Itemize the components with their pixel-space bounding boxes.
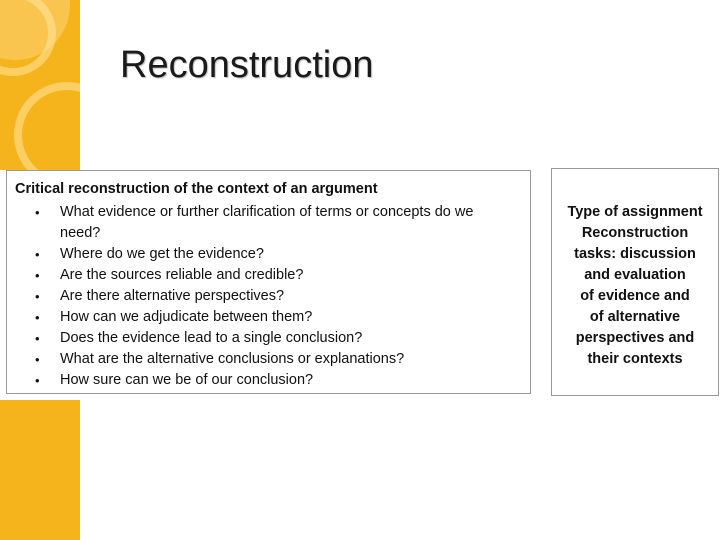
decorative-orange-bar-bottom [0, 400, 80, 540]
box-heading: Critical reconstruction of the context of an argument [15, 181, 378, 197]
bullet-icon: • [35, 373, 40, 388]
question-list [7, 202, 500, 391]
decorative-ring [14, 82, 80, 170]
list-item: • How can we adjudicate between them? [7, 307, 500, 328]
assignment-type-box [551, 168, 719, 396]
bullet-icon: • [35, 331, 40, 346]
decorative-orange-bar-top [0, 0, 80, 170]
bullet-icon: • [35, 352, 40, 367]
list-item: • Are the sources reliable and credible? [7, 265, 500, 286]
bullet-icon: • [35, 310, 40, 325]
bullet-icon: • [35, 205, 40, 220]
list-item: • How sure can we be of our conclusion? [7, 370, 500, 391]
decorative-ring [0, 0, 56, 76]
bullet-icon: • [35, 268, 40, 283]
list-item: • What evidence or further clarification of terms or concepts do we need? [35, 204, 474, 241]
list-item: • Where do we get the evidence? [7, 244, 500, 265]
slide-title: Reconstruction [120, 44, 374, 86]
argument-reconstruction-box [6, 170, 531, 394]
assignment-type-text: Type of assignment Reconstruction tasks: discussion and evaluation of evidence and of alternative perspectives and their contexts [567, 204, 703, 367]
list-item: • Are there alternative perspectives? [7, 286, 500, 307]
bullet-icon: • [35, 289, 40, 304]
bullet-icon: • [35, 247, 40, 262]
list-item: • What are the alternative conclusions or explanations? [7, 349, 500, 370]
list-item: • Does the evidence lead to a single conclusion? [7, 328, 500, 349]
